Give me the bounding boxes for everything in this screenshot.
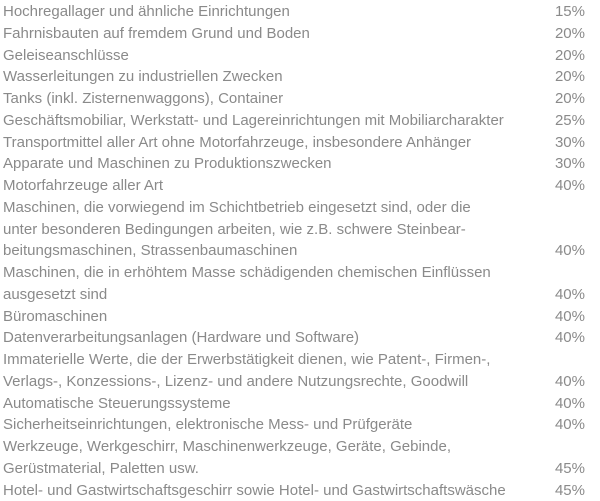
table-row	[3, 153, 585, 175]
table-row	[3, 480, 585, 501]
item-rate: 20%	[554, 68, 585, 86]
table-row	[3, 349, 585, 393]
table-row	[3, 132, 585, 154]
item-description-line: beitungsmaschinen, Strassenbaumaschinen	[3, 242, 298, 260]
item-description-line: Motorfahrzeuge aller Art	[3, 177, 164, 194]
item-description-line: unter besonderen Bedingungen arbeiten, wie z.B. schwere Steinbear-	[3, 220, 466, 238]
table-row	[3, 197, 585, 262]
item-description	[3, 66, 547, 88]
table-row	[3, 393, 585, 415]
item-description	[3, 175, 547, 197]
item-description-line: Automatische Steuerungssysteme	[3, 394, 231, 412]
item-description-line: Sicherheitseinrichtungen, elektronische Mess- und Prüfgeräte	[3, 416, 413, 434]
item-rate: 45%	[554, 481, 585, 499]
item-rate: 30%	[554, 155, 585, 173]
item-description	[3, 480, 547, 501]
item-rate: 40%	[554, 372, 585, 390]
table-row	[3, 327, 585, 349]
item-description	[3, 306, 547, 328]
item-rate: 25%	[554, 111, 585, 129]
table-row	[3, 88, 585, 110]
item-rate: 40%	[554, 242, 585, 260]
table-row	[3, 110, 585, 132]
table-row	[3, 414, 585, 436]
item-rate: 40%	[554, 416, 585, 434]
item-description-line: Geleiseanschlüsse	[3, 46, 129, 64]
item-description	[3, 132, 547, 154]
item-description	[3, 1, 547, 23]
item-description-line: Geschäftsmobiliar, Werkstatt- und Lagereinrichtungen mit Mobiliarcharakter	[3, 111, 504, 129]
table-row	[3, 1, 585, 23]
item-description	[3, 327, 547, 349]
table-row	[3, 175, 585, 197]
item-rate: 40%	[554, 285, 585, 303]
item-description-line: Maschinen, die vorwiegend im Schichtbetrieb eingesetzt sind, oder die	[3, 198, 471, 216]
item-description	[3, 262, 547, 306]
item-description	[3, 110, 547, 132]
item-description-line: Büromaschinen	[3, 307, 108, 325]
item-description-line: Tanks (inkl. Zisternenwaggons), Container	[3, 90, 284, 107]
item-description-line: Hotel- und Gastwirtschaftsgeschirr sowie Hotel- und Gastwirtschaftswäsche	[3, 481, 506, 499]
item-description	[3, 393, 547, 415]
item-description	[3, 45, 547, 67]
item-description	[3, 349, 547, 393]
item-description-line: Immaterielle Werte, die der Erwerbstätigkeit dienen, wie Patent-, Firmen-,	[3, 351, 491, 368]
item-description	[3, 197, 547, 262]
item-description-line: Apparate und Maschinen zu Produktionszwecken	[3, 155, 332, 173]
table-row	[3, 436, 585, 480]
table-row	[3, 306, 585, 328]
item-description-line: Gerüstmaterial, Paletten usw.	[3, 459, 199, 477]
item-rate: 40%	[554, 177, 585, 194]
item-rate: 20%	[554, 90, 585, 107]
item-rate: 20%	[554, 46, 585, 64]
item-description	[3, 414, 547, 436]
item-description-line: Maschinen, die in erhöhtem Masse schädigenden chemischen Einflüssen	[3, 264, 491, 281]
item-rate: 40%	[554, 307, 585, 325]
item-description	[3, 153, 547, 175]
item-description	[3, 436, 547, 480]
item-description-line: Wasserleitungen zu industriellen Zwecken	[3, 68, 283, 86]
item-description-line: ausgesetzt sind	[3, 285, 108, 303]
item-rate: 30%	[554, 133, 585, 151]
item-rate: 45%	[554, 459, 585, 477]
item-description-line: Fahrnisbauten auf fremdem Grund und Boden	[3, 24, 310, 42]
item-rate: 20%	[554, 24, 585, 42]
item-rate: 40%	[554, 329, 585, 347]
item-description	[3, 88, 547, 110]
table-row	[3, 45, 585, 67]
item-description	[3, 23, 547, 45]
item-description-line: Werkzeuge, Werkgeschirr, Maschinenwerkzeuge, Geräte, Gebinde,	[3, 438, 451, 455]
table-row	[3, 23, 585, 45]
item-description-line: Datenverarbeitungsanlagen (Hardware und Software)	[3, 329, 360, 347]
table-row	[3, 66, 585, 88]
item-description-line: Verlags-, Konzessions-, Lizenz- und andere Nutzungsrechte, Goodwill	[3, 372, 469, 390]
item-rate: 15%	[554, 3, 585, 20]
item-description-line: Hochregallager und ähnliche Einrichtungen	[3, 3, 290, 20]
item-rate: 40%	[554, 394, 585, 412]
item-description-line: Transportmittel aller Art ohne Motorfahrzeuge, insbesondere Anhänger	[3, 133, 472, 151]
table-row	[3, 262, 585, 306]
